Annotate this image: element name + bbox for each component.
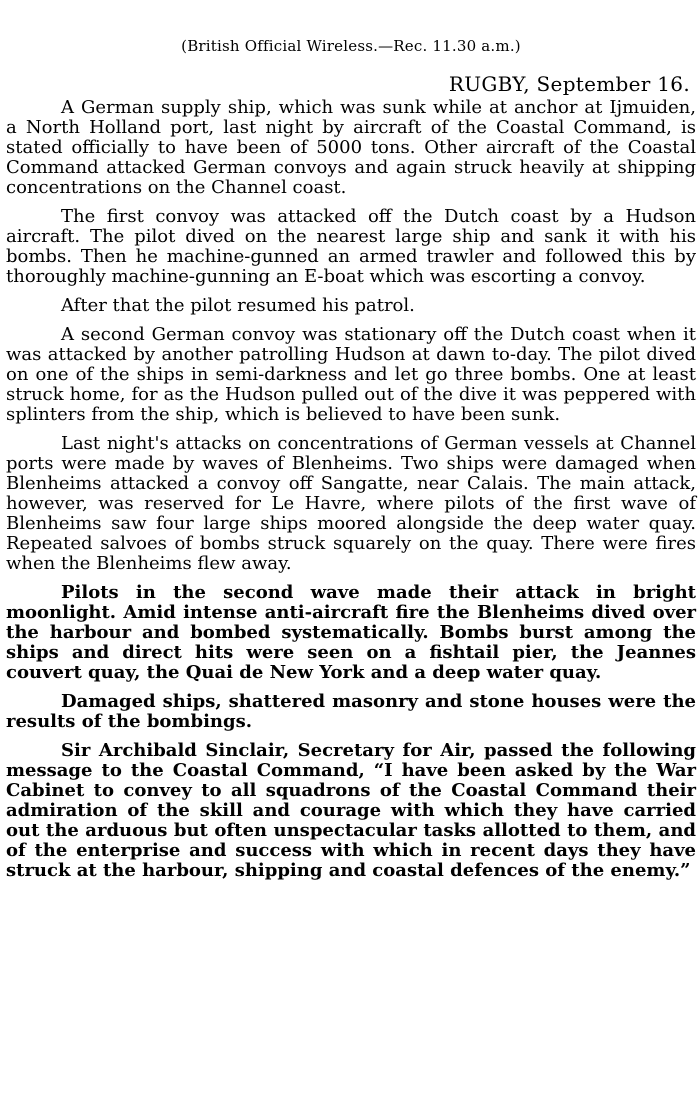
paragraph-second-wave: Pilots in the second wave made their attack in bright moonlight. Amid intense anti-aircraft fire the Blenheims dived over the harbour and bombed systematically. Bombs burst among the ships and direct hits were seen on a fishtail pier, the Jeannes couvert quay, the Quai de New York and a deep water quay. [6,582,696,683]
paragraph-second-convoy: A second German convoy was stationary off the Dutch coast when it was attacked by another patrolling Hudson at dawn to-day. The pilot dived on one of the ships in semi-darkness and let go three bombs. One at least struck home, for as the Hudson pulled out of the dive it was peppered with splinters from the ship, which is believed to have been sunk. [6,324,696,425]
source-line: (British Official Wireless.—Rec. 11.30 a.m.) [181,37,521,55]
paragraph-first-convoy: The first convoy was attacked off the Dutch coast by a Hudson aircraft. The pilot dived on the nearest large ship and sank it with his bombs. Then he machine-gunned an armed trawler and followed this by thoroughly machine-gunning an E-boat which was escorting a convoy. [6,206,696,287]
paragraph-supply-ship: A German supply ship, which was sunk while at anchor at Ijmuiden, a North Holland port, last night by aircraft of the Coastal Command, is stated officially to have been of 5000 tons. Other aircraft of the Coastal Command attacked German convoys and again struck heavily at shipping concentrations on the Channel coast. [6,97,696,198]
paragraph-patrol-resumed: After that the pilot resumed his patrol. [61,295,415,316]
paragraph-channel-ports: Last night's attacks on concentrations of German vessels at Channel ports were made by waves of Blenheims. Two ships were damaged when Blenheims attacked a convoy off Sangatte, near Calais. The main attack, however, was reserved for Le Havre, where pilots of the first wave of Blenheims saw four large ships moored alongside the deep water quay. Repeated salvoes of bombs struck squarely on the quay. There were fires when the Blenheims flew away. [6,433,696,574]
paragraph-damage-results: Damaged ships, shattered masonry and stone houses were the results of the bombings. [6,691,696,732]
dateline: RUGBY, September 16. [448,72,690,96]
paragraph-sinclair-message: Sir Archibald Sinclair, Secretary for Air, passed the following message to the Coastal Command, “I have been asked by the War Cabinet to convey to all squadrons of the Coastal Command their admiration of the skill and courage with which they have carried out the arduous but often unspectacular tasks allotted to them, and of the enterprise and success with which in recent days they have struck at the harbour, shipping and coastal defences of the enemy.” [6,740,696,881]
